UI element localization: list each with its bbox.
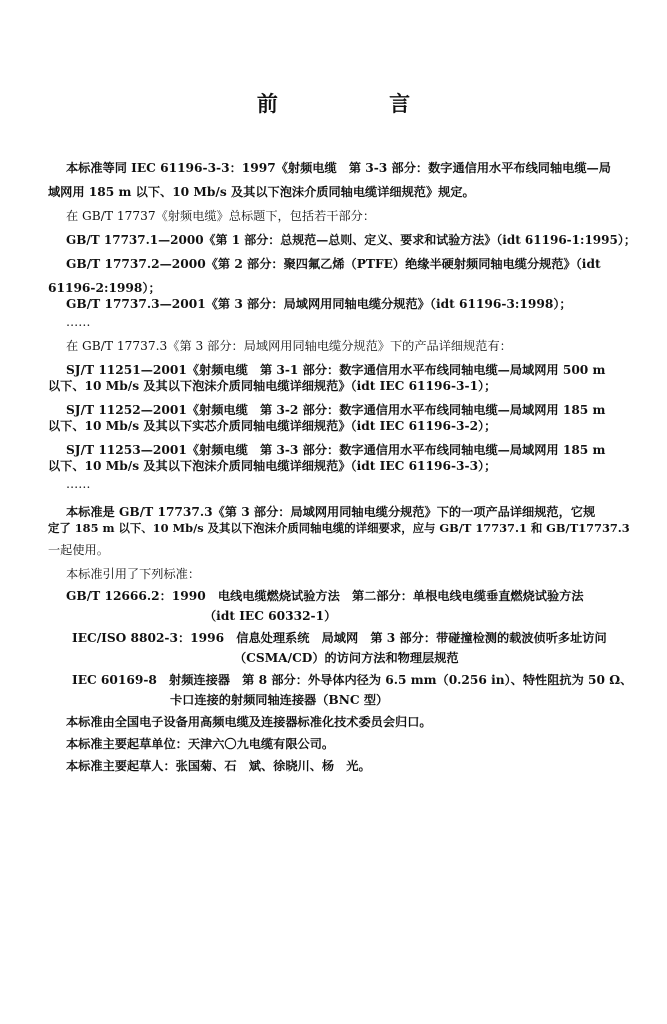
part2-line2: 61196-2:1998）； — [48, 281, 161, 295]
part1: GB/T 17737.1—2000《第 1 部分：总规范—总则、定义、要求和试验方法》（idt 61196-1:1995）； — [66, 233, 636, 247]
ref2-line2: （CSMA/CD）的访问方法和物理层规范 — [234, 651, 459, 665]
part2-line1: GB/T 17737.2—2000《第 2 部分：聚四氟乙烯（PTFE）绝缘半硬射频同轴电缆分规范》（idt — [66, 257, 601, 271]
parts-ellipsis: …… — [66, 315, 91, 329]
ref3-line1: IEC 60169-8 射频连接器 第 8 部分：外导体内径为 6.5 mm（0.256 in）、特性阻抗为 50 Ω、 — [72, 673, 633, 687]
para1-line2: 域网用 185 m 以下、10 Mb/s 及其以下泡沫介质同轴电缆详细规范》规定。 — [48, 185, 475, 199]
ref1-line2: （idt IEC 60332-1） — [204, 609, 337, 623]
para2: 在 GB/T 17737《射频电缆》总标题下，包括若干部分： — [66, 209, 376, 223]
para1-line1: 本标准等同 IEC 61196-3-3：1997《射频电缆 第 3-3 部分：数字通信用水平布线同轴电缆—局 — [66, 161, 611, 175]
ref3-line2: 卡口连接的射频同轴连接器（BNC 型） — [170, 693, 389, 707]
para4-line1: 本标准是 GB/T 17737.3《第 3 部分：局域网用同轴电缆分规范》下的一项产品详细规范，它规 — [66, 505, 596, 519]
detail2-line1: SJ/T 11252—2001《射频电缆 第 3-2 部分：数字通信用水平布线同轴电缆—局域网用 185 m — [66, 403, 606, 417]
detail3-line2: 以下、10 Mb/s 及其以下泡沫介质同轴电缆详细规范》（idt IEC 61196-3-3）； — [48, 459, 497, 473]
closing-drafters: 本标准主要起草人：张国菊、石 斌、徐晓川、杨 光。 — [66, 759, 371, 773]
part3: GB/T 17737.3—2001《第 3 部分：局域网用同轴电缆分规范》（idt 61196-3:1998）； — [66, 297, 572, 311]
details-ellipsis: …… — [66, 477, 91, 491]
para4-line2: 定了 185 m 以下、10 Mb/s 及其以下泡沫介质同轴电缆的详细要求，应与 GB/T 17737.1 和 GB/T17737.3 — [48, 521, 630, 535]
detail1-line2: 以下、10 Mb/s 及其以下泡沫介质同轴电缆详细规范》（idt IEC 61196-3-1）； — [48, 379, 497, 393]
closing-committee: 本标准由全国电子设备用高频电缆及连接器标准化技术委员会归口。 — [66, 715, 432, 729]
para5: 本标准引用了下列标准： — [66, 567, 201, 581]
ref1-line1: GB/T 12666.2：1990 电线电缆燃烧试验方法 第二部分：单根电线电缆垂直燃烧试验方法 — [66, 589, 584, 603]
closing-drafting-unit: 本标准主要起草单位：天津六〇九电缆有限公司。 — [66, 737, 335, 751]
page-title: 前 言 — [256, 92, 463, 116]
para3: 在 GB/T 17737.3《第 3 部分：局域网用同轴电缆分规范》下的产品详细规范有： — [66, 339, 512, 353]
detail3-line1: SJ/T 11253—2001《射频电缆 第 3-3 部分：数字通信用水平布线同轴电缆—局域网用 185 m — [66, 443, 606, 457]
ref2-line1: IEC/ISO 8802-3：1996 信息处理系统 局域网 第 3 部分：带碰撞检测的载波侦听多址访问 — [72, 631, 607, 645]
detail1-line1: SJ/T 11251—2001《射频电缆 第 3-1 部分：数字通信用水平布线同轴电缆—局域网用 500 m — [66, 363, 606, 377]
detail2-line2: 以下、10 Mb/s 及其以下实芯介质同轴电缆详细规范》（idt IEC 61196-3-2）； — [48, 419, 497, 433]
para4-line3: 一起使用。 — [48, 543, 109, 557]
